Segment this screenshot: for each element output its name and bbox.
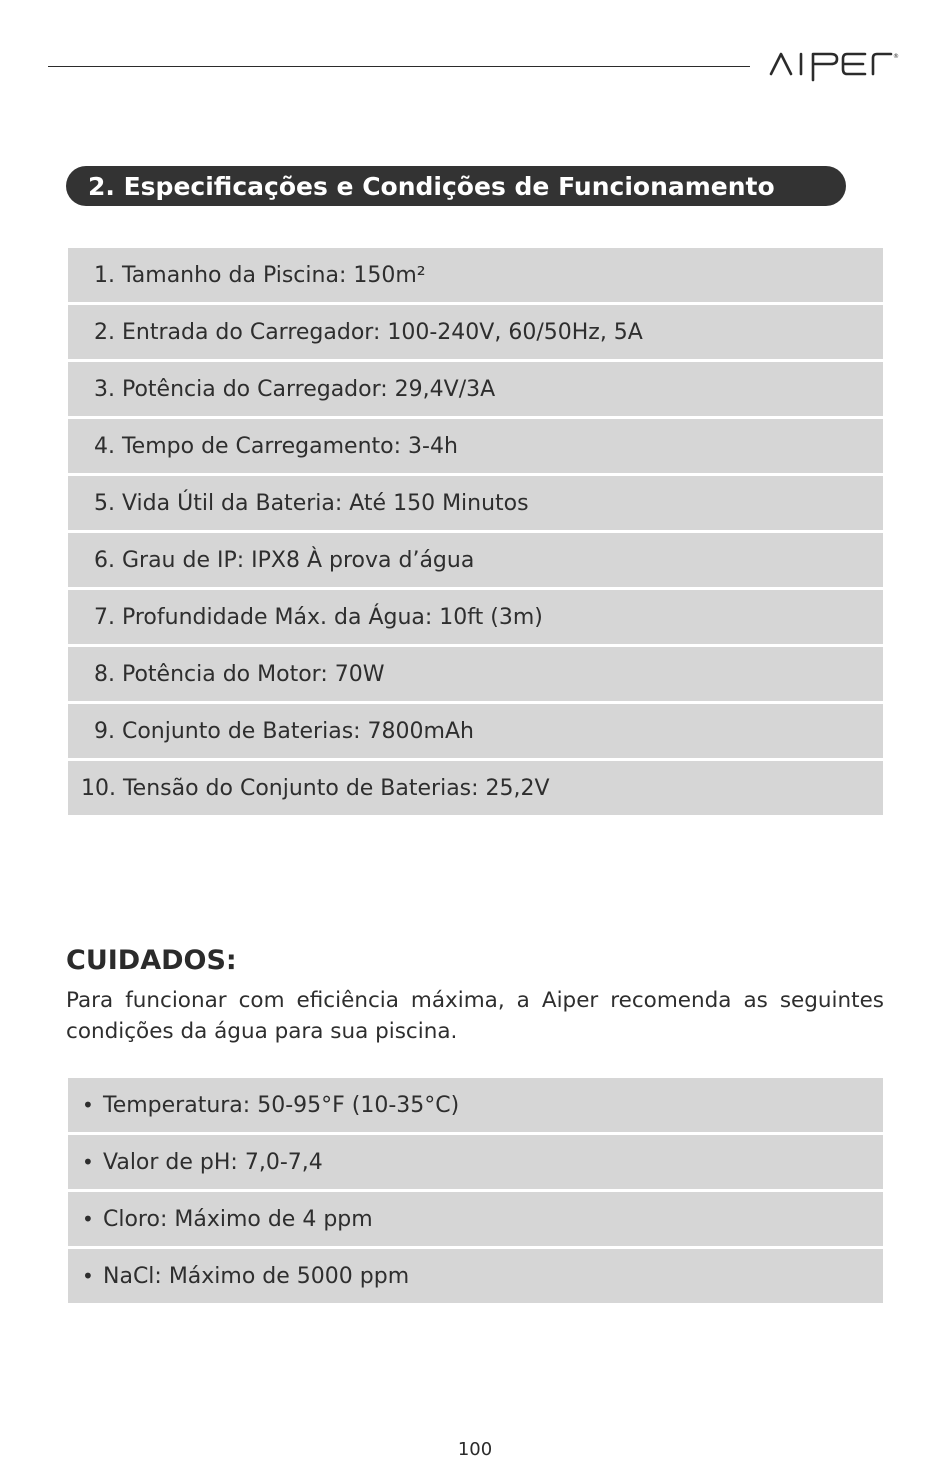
aiper-logo (765, 44, 905, 84)
spec-row: 5. Vida Útil da Bateria: Até 150 Minutos (68, 476, 883, 530)
condition-item (68, 1078, 883, 1132)
specifications-table (68, 248, 883, 818)
bullet-icon: • (82, 1093, 94, 1117)
caution-heading: CUIDADOS: (66, 945, 237, 976)
condition-text: Valor de pH: 7,0-7,4 (103, 1149, 323, 1175)
svg-text:®: ® (893, 53, 899, 60)
spec-row: 10. Tensão do Conjunto de Baterias: 25,2V (68, 761, 883, 815)
condition-item (68, 1192, 883, 1246)
spec-row: 1. Tamanho da Piscina: 150m² (68, 248, 883, 302)
water-conditions-list (68, 1078, 883, 1306)
condition-text: Temperatura: 50-95°F (10-35°C) (103, 1092, 460, 1118)
bullet-icon: • (82, 1207, 94, 1231)
spec-row: 3. Potência do Carregador: 29,4V/3A (68, 362, 883, 416)
spec-row: 7. Profundidade Máx. da Água: 10ft (3m) (68, 590, 883, 644)
condition-text: NaCl: Máximo de 5000 ppm (103, 1263, 410, 1289)
spec-row: 6. Grau de IP: IPX8 À prova d’água (68, 533, 883, 587)
condition-item (68, 1135, 883, 1189)
spec-row: 8. Potência do Motor: 70W (68, 647, 883, 701)
page-number: 100 (457, 1439, 493, 1460)
header-rule (48, 66, 750, 67)
spec-row: 9. Conjunto de Baterias: 7800mAh (68, 704, 883, 758)
caution-paragraph: Para funcionar com eficiência máxima, a Aiper recomenda as seguintes condições da água para sua piscina. (66, 988, 884, 1044)
section-title: 2. Especificações e Condições de Funcionamento (66, 166, 846, 206)
condition-item (68, 1249, 883, 1303)
bullet-icon: • (82, 1150, 94, 1174)
condition-text: Cloro: Máximo de 4 ppm (103, 1206, 373, 1232)
spec-row: 2. Entrada do Carregador: 100-240V, 60/50Hz, 5A (68, 305, 883, 359)
spec-row: 4. Tempo de Carregamento: 3-4h (68, 419, 883, 473)
bullet-icon: • (82, 1264, 94, 1288)
